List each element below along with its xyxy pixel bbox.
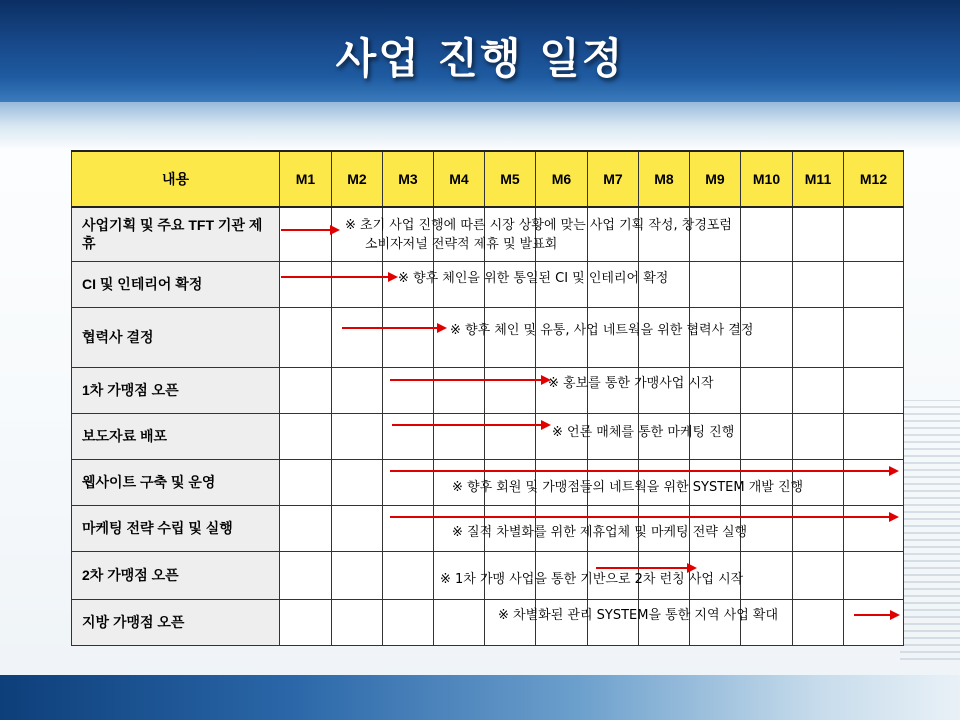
month-cell (844, 307, 904, 367)
task-label: 사업기획 및 주요 TFT 기관 제휴 (72, 207, 280, 261)
month-cell (332, 459, 383, 505)
month-cell (793, 505, 844, 551)
month-cell (741, 599, 793, 645)
month-cell (844, 207, 904, 261)
month-cell (280, 367, 332, 413)
header-month: M2 (332, 151, 383, 207)
table-row (72, 505, 904, 551)
month-cell (332, 367, 383, 413)
table-row (72, 551, 904, 599)
month-cell (639, 459, 690, 505)
month-cell (536, 413, 588, 459)
month-cell (639, 207, 690, 261)
month-cell (793, 307, 844, 367)
month-cell (588, 459, 639, 505)
header-month: M8 (639, 151, 690, 207)
month-cell (741, 307, 793, 367)
task-label: 1차 가맹점 오픈 (72, 367, 280, 413)
month-cell (741, 551, 793, 599)
row-note: ※ 질적 차별화를 위한 제휴업체 및 마케팅 전략 실행 (452, 525, 748, 540)
month-cell (434, 307, 485, 367)
month-cell (690, 599, 741, 645)
table-row (72, 413, 904, 459)
month-cell (690, 261, 741, 307)
month-cell (536, 505, 588, 551)
month-cell (485, 207, 536, 261)
month-cell (536, 551, 588, 599)
month-cell (588, 551, 639, 599)
month-cell (383, 261, 434, 307)
title-band-sheen (0, 102, 960, 150)
month-cell (485, 551, 536, 599)
month-cell (793, 599, 844, 645)
header-month: M7 (588, 151, 639, 207)
month-cell (588, 207, 639, 261)
month-cell (332, 413, 383, 459)
page-title: 사업 진행 일정 (335, 34, 625, 83)
month-cell (280, 261, 332, 307)
month-cell (588, 261, 639, 307)
month-cell (844, 599, 904, 645)
row-note: 소비자저널 전략적 제휴 및 발표회 (365, 237, 558, 252)
month-cell (383, 551, 434, 599)
month-cell (280, 207, 332, 261)
month-cell (741, 459, 793, 505)
month-cell (844, 367, 904, 413)
header-month: M5 (485, 151, 536, 207)
month-cell (434, 551, 485, 599)
table-row (72, 261, 904, 307)
month-cell (280, 459, 332, 505)
month-cell (280, 307, 332, 367)
task-label: 보도자료 배포 (72, 413, 280, 459)
month-cell (793, 551, 844, 599)
month-cell (588, 413, 639, 459)
task-label: CI 및 인테리어 확정 (72, 261, 280, 307)
row-note: ※ 향후 회원 및 가맹점들의 네트웍을 위한 SYSTEM 개발 진행 (452, 480, 804, 495)
month-cell (639, 599, 690, 645)
month-cell (844, 413, 904, 459)
month-cell (536, 207, 588, 261)
month-cell (793, 413, 844, 459)
header-month: M12 (844, 151, 904, 207)
row-note: ※ 1차 가맹 사업을 통한 기반으로 2차 런칭 사업 시작 (440, 572, 744, 587)
month-cell (383, 505, 434, 551)
month-cell (536, 367, 588, 413)
month-cell (690, 413, 741, 459)
header-month: M10 (741, 151, 793, 207)
row-note: ※ 언론 매체를 통한 마케팅 진행 (552, 425, 735, 440)
month-cell (332, 207, 383, 261)
row-note: ※ 향후 체인 및 유통, 사업 네트웍을 위한 협력사 결정 (450, 323, 754, 338)
month-cell (588, 505, 639, 551)
task-label: 2차 가맹점 오픈 (72, 551, 280, 599)
month-cell (383, 307, 434, 367)
month-cell (741, 207, 793, 261)
month-cell (690, 505, 741, 551)
month-cell (588, 367, 639, 413)
task-label: 협력사 결정 (72, 307, 280, 367)
month-cell (793, 367, 844, 413)
header-row (72, 151, 904, 207)
month-cell (690, 207, 741, 261)
month-cell (434, 505, 485, 551)
month-cell (639, 505, 690, 551)
month-cell (485, 413, 536, 459)
table-row (72, 307, 904, 367)
footer-band (0, 675, 960, 720)
task-label: 웹사이트 구축 및 운영 (72, 459, 280, 505)
table-row (72, 207, 904, 261)
month-cell (332, 261, 383, 307)
month-cell (844, 505, 904, 551)
month-cell (485, 261, 536, 307)
month-cell (434, 207, 485, 261)
month-cell (639, 367, 690, 413)
header-month: M9 (690, 151, 741, 207)
month-cell (434, 599, 485, 645)
month-cell (280, 599, 332, 645)
schedule-table (71, 150, 904, 646)
header-task: 내용 (72, 151, 280, 207)
month-cell (332, 551, 383, 599)
month-cell (332, 307, 383, 367)
month-cell (280, 505, 332, 551)
month-cell (332, 505, 383, 551)
month-cell (280, 413, 332, 459)
month-cell (793, 261, 844, 307)
month-cell (485, 505, 536, 551)
table-row (72, 367, 904, 413)
month-cell (485, 307, 536, 367)
month-cell (639, 413, 690, 459)
month-cell (844, 261, 904, 307)
month-cell (844, 551, 904, 599)
month-cell (690, 551, 741, 599)
header-month: M3 (383, 151, 434, 207)
month-cell (639, 261, 690, 307)
header-month: M1 (280, 151, 332, 207)
header-month: M11 (793, 151, 844, 207)
month-cell (383, 207, 434, 261)
month-cell (690, 459, 741, 505)
task-label: 마케팅 전략 수립 및 실행 (72, 505, 280, 551)
month-cell (536, 261, 588, 307)
background-decoration (900, 400, 960, 660)
month-cell (690, 367, 741, 413)
month-cell (536, 459, 588, 505)
month-cell (485, 367, 536, 413)
month-cell (434, 459, 485, 505)
row-note: ※ 초기 사업 진행에 따른 시장 상황에 맞는 사업 기획 작성, 창경포럼 (345, 218, 732, 233)
row-note: ※ 차별화된 관리 SYSTEM을 통한 지역 사업 확대 (498, 608, 779, 623)
table-row (72, 599, 904, 645)
month-cell (588, 307, 639, 367)
month-cell (741, 367, 793, 413)
month-cell (741, 413, 793, 459)
month-cell (588, 599, 639, 645)
month-cell (536, 599, 588, 645)
month-cell (690, 307, 741, 367)
month-cell (793, 459, 844, 505)
row-note: ※ 홍보를 통한 가맹사업 시작 (548, 376, 714, 391)
month-cell (536, 307, 588, 367)
month-cell (383, 599, 434, 645)
row-note: ※ 향후 체인을 위한 통일된 CI 및 인테리어 확정 (398, 271, 669, 286)
month-cell (280, 551, 332, 599)
month-cell (844, 459, 904, 505)
month-cell (741, 505, 793, 551)
month-cell (383, 413, 434, 459)
header-month: M4 (434, 151, 485, 207)
table-row (72, 459, 904, 505)
task-label: 지방 가맹점 오픈 (72, 599, 280, 645)
month-cell (639, 551, 690, 599)
month-cell (434, 367, 485, 413)
month-cell (383, 367, 434, 413)
month-cell (383, 459, 434, 505)
month-cell (332, 599, 383, 645)
month-cell (485, 459, 536, 505)
month-cell (434, 413, 485, 459)
month-cell (639, 307, 690, 367)
month-cell (485, 599, 536, 645)
month-cell (741, 261, 793, 307)
month-cell (434, 261, 485, 307)
header-month: M6 (536, 151, 588, 207)
month-cell (793, 207, 844, 261)
